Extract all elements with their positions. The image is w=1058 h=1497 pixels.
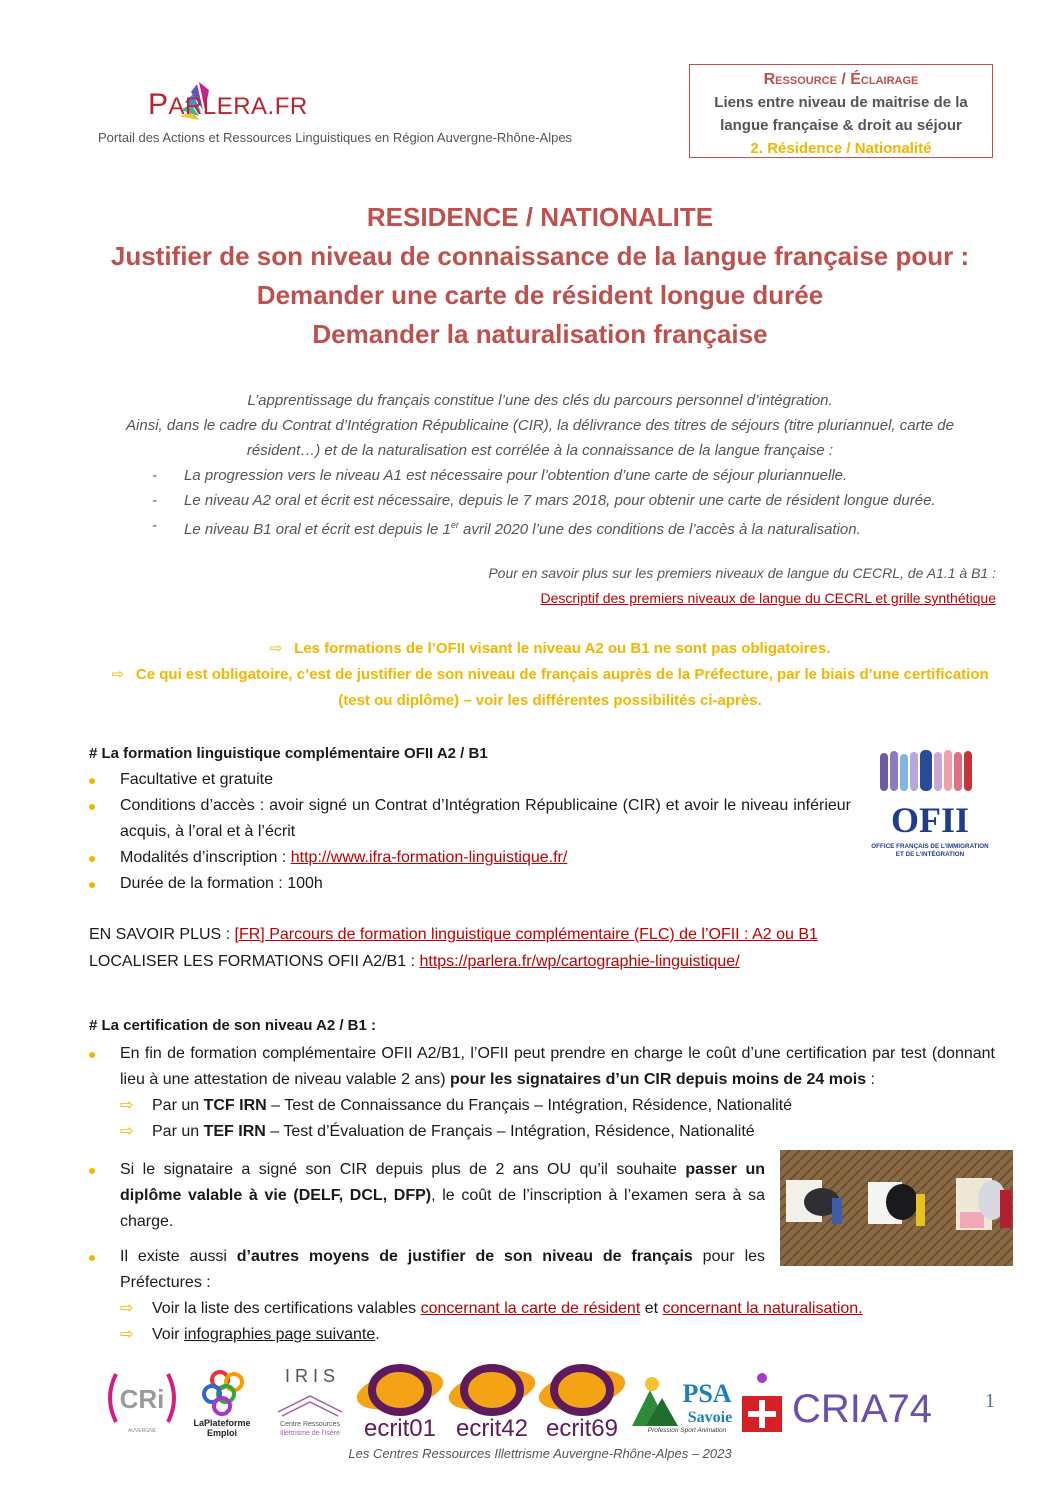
ofii-caption-2: ET DE L’INTÉGRATION (895, 851, 965, 858)
svg-text:Savoie: Savoie (687, 1409, 733, 1426)
important-notes (110, 636, 990, 714)
intro-list-item (80, 488, 1000, 513)
arrow-right-icon: ⇨ (120, 1300, 134, 1317)
plateforme-emploi-logo-icon (193, 1372, 250, 1438)
arrow-right-icon: ⇨ (120, 1326, 134, 1343)
resource-kicker: Ressource / Éclairage (763, 71, 919, 88)
arrow-right-icon: ⇨ (120, 1123, 134, 1140)
note-not-mandatory: ⇨ Les formations de l’OFII visant le niveau A2 ou B1 ne sont pas obligatoires. (269, 640, 831, 657)
bullet-dot-icon (89, 1255, 95, 1261)
intro-item-a2: Le niveau A2 oral et écrit est nécessaire, depuis le 7 mars 2018, pour obtenir une carte de résident longue durée. (184, 492, 936, 509)
ecrit01-logo-icon (353, 1363, 447, 1440)
page-number: 1 (985, 1390, 995, 1412)
svg-text:AUVERGNE: AUVERGNE (127, 1428, 157, 1434)
psa-savoie-logo-icon (632, 1377, 732, 1434)
svg-text:LaPlateforme: LaPlateforme (193, 1418, 251, 1428)
ofii-logo-icon (870, 748, 990, 863)
sublist-item-tef: ⇨ Par un TEF IRN – Test d’Évaluation de Français – Intégration, Résidence, Nationalité (120, 1119, 995, 1145)
svg-text:I R I S: I R I S (284, 1366, 336, 1386)
cartographie-link[interactable]: https://parlera.fr/wp/cartographie-linguistique/ (419, 953, 740, 970)
resource-line-1: Liens entre niveau de maitrise de la (714, 94, 968, 111)
page-title: RESIDENCE / NATIONALITE (366, 202, 714, 232)
arrow-right-icon: ⇨ (120, 1097, 134, 1114)
cecrl-link[interactable]: Descriptif des premiers niveaux de langue du CECRL et grille synthétique (540, 590, 996, 606)
cecrl-block (488, 561, 996, 611)
certification-list (89, 1041, 995, 1145)
bullet-dot-icon (89, 1052, 95, 1058)
list-item: Facultative et gratuite (89, 767, 851, 793)
arrow-right-icon: ⇨ (111, 666, 124, 683)
svg-text:ecrit69: ecrit69 (545, 1415, 619, 1440)
intro-list-item (80, 463, 1000, 488)
resource-line-2: langue française & droit au séjour (720, 117, 962, 134)
bullet-dot-icon (89, 778, 95, 784)
portal-tagline: Portail des Actions et Ressources Linguistiques en Région Auvergne-Rhône-Alpes (98, 130, 573, 145)
resource-box (689, 64, 993, 158)
ofii-wordmark: OFII (890, 800, 970, 840)
cecrl-text: Pour en savoir plus sur les premiers niveaux de langue du CECRL, de A1.1 à B1 : (488, 565, 996, 581)
exam-room-photo (780, 1150, 1013, 1266)
svg-text:Profession Sport Animation: Profession Sport Animation (647, 1427, 727, 1434)
flc-link[interactable]: [FR] Parcours de formation linguistique complémentaire (FLC) de l’OFII : A2 ou B1 (234, 926, 818, 943)
svg-text:CRIA74: CRIA74 (791, 1387, 933, 1431)
list-item: Si le signataire a signé son CIR depuis plus de 2 ans OU qu’il souhaite passer un diplôme valable à vie (DELF, DCL, DFP), le coût de l’inscription à l’examen sera à sa charge. (89, 1157, 765, 1235)
bullet-dot-icon (89, 856, 95, 862)
svg-text:Illettrisme de l'Isère: Illettrisme de l'Isère (279, 1430, 341, 1437)
intro-line-3: résident…) et de la naturalisation est corrélée à la connaissance de la langue française : (246, 442, 834, 459)
sublist-item-infographics: ⇨ Voir infographies page suivante. (120, 1322, 1020, 1348)
savoir-plus-line: EN SAVOIR PLUS : [FR] Parcours de formation linguistique complémentaire (FLC) de l’OFII : A2 ou B1 (89, 926, 818, 943)
intro-line-2: Ainsi, dans le cadre du Contrat d’Intégration Républicaine (CIR), la délivrance des titres de séjours (titre pluriannuel, carte de (126, 417, 954, 434)
list-item: Durée de la formation : 100h (89, 871, 851, 897)
formation-list (89, 767, 851, 897)
resource-subtitle: 2. Résidence / Nationalité (750, 140, 932, 157)
cria74-logo-icon (742, 1373, 932, 1432)
ecrit69-logo-icon (535, 1363, 629, 1440)
bullet-dot-icon (89, 882, 95, 888)
parlera-wordmark[interactable]: PARLERA.FR (148, 88, 308, 121)
page-subtitle: Justifier de son niveau de connaissance de la langue française pour : (110, 241, 970, 271)
ecrit42-logo-icon (445, 1363, 539, 1440)
infographics-link[interactable]: infographies page suivante (184, 1326, 376, 1343)
other-means-sublist (120, 1296, 1020, 1348)
svg-text:Emploi: Emploi (206, 1428, 238, 1438)
ifra-link[interactable]: http://www.ifra-formation-linguistique.fr/ (290, 849, 568, 866)
note-mandatory: ⇨ Ce qui est obligatoire, c’est de justifier de son niveau de français auprès de la Préfecture, par le biais d’une certification (test ou diplôme) – voir les différentes possibilités ci-après. (111, 666, 989, 709)
list-item: Conditions d’accès : avoir signé un Contrat d’Intégration Républicaine (CIR) et avoir le niveau inférieur acquis, à l’oral et à l’écrit (89, 793, 851, 845)
intro-paragraph (80, 388, 1000, 542)
naturalisation-link[interactable]: concernant la naturalisation. (662, 1300, 863, 1317)
dash-bullet: - (152, 517, 157, 534)
bullet-dot-icon (89, 1168, 95, 1174)
partner-logos (102, 1360, 962, 1440)
list-item: En fin de formation complémentaire OFII A2/B1, l’OFII peut prendre en charge le coût d’une certification par test (donnant lieu à une attestation de niveau valable 2 ans) pour les signataires d’un CIR depuis moins de 24 mois : ⇨ Par un TCF IRN – Test de Connaissance du Français – Intégration, Résidence, Nationalité ⇨ Par un TEF IRN – Test d’Évaluation de Français – Intégration, Résidence, Nationalité (89, 1041, 995, 1145)
svg-text:CRi: CRi (119, 1384, 165, 1414)
page-subtitle-naturalisation: Demander la naturalisation française (312, 319, 768, 349)
section-heading-certification: # La certification de son niveau A2 / B1 : (89, 1017, 377, 1034)
localiser-line: LOCALISER LES FORMATIONS OFII A2/B1 : https://parlera.fr/wp/cartographie-linguistique/ (89, 953, 740, 970)
intro-list-item (80, 513, 1000, 542)
arrow-right-icon: ⇨ (269, 640, 283, 657)
bullet-dot-icon (89, 804, 95, 810)
sublist-item-certifications: ⇨ Voir la liste des certifications valables concernant la carte de résident et concernant la naturalisation. (120, 1296, 1020, 1322)
footer-caption: Les Centres Ressources Illettrisme Auvergne-Rhône-Alpes – 2023 (348, 1446, 732, 1461)
iris-logo-icon (278, 1360, 342, 1437)
page-subtitle-resident: Demander une carte de résident longue durée (256, 280, 824, 310)
page-title-block (40, 198, 1040, 354)
cri-auvergne-logo-icon (110, 1374, 174, 1434)
sublist-item-tcf: ⇨ Par un TCF IRN – Test de Connaissance du Français – Intégration, Résidence, Nationalité (120, 1093, 995, 1119)
ofii-figures (880, 750, 972, 791)
svg-text:ecrit01: ecrit01 (363, 1415, 437, 1440)
dash-bullet: - (152, 467, 157, 484)
certification-list-continued (89, 1157, 863, 1357)
intro-item-a1: La progression vers le niveau A1 est nécessaire pour l’obtention d’une carte de séjour pluriannuelle. (184, 467, 848, 484)
dash-bullet: - (152, 492, 157, 509)
resident-card-link[interactable]: concernant la carte de résident (420, 1300, 641, 1317)
list-item: Il existe aussi d’autres moyens de justifier de son niveau de français pour les Préfectures : ⇨ Voir la liste des certifications valables concernant la carte de résident et concernant la naturalisation. ⇨ Voir infographies page suivante. (89, 1244, 765, 1348)
ofii-caption-1: OFFICE FRANÇAIS DE L’IMMIGRATION (871, 843, 989, 850)
svg-text:Centre Ressources: Centre Ressources (280, 1421, 340, 1428)
svg-text:PSA: PSA (682, 1379, 732, 1408)
intro-list (80, 463, 1000, 542)
test-sublist (120, 1093, 995, 1145)
intro-item-b1: Le niveau B1 oral et écrit est depuis le 1er avril 2020 l’une des conditions de l’accès à la naturalisation. (184, 520, 861, 538)
list-item: Modalités d’inscription : http://www.ifra-formation-linguistique.fr/ (89, 845, 851, 871)
section-heading-formation: # La formation linguistique complémentaire OFII A2 / B1 (89, 745, 488, 762)
svg-text:ecrit42: ecrit42 (455, 1415, 529, 1440)
more-info-block (89, 921, 818, 975)
intro-line-1: L’apprentissage du français constitue l’une des clés du parcours personnel d’intégration. (247, 392, 833, 409)
